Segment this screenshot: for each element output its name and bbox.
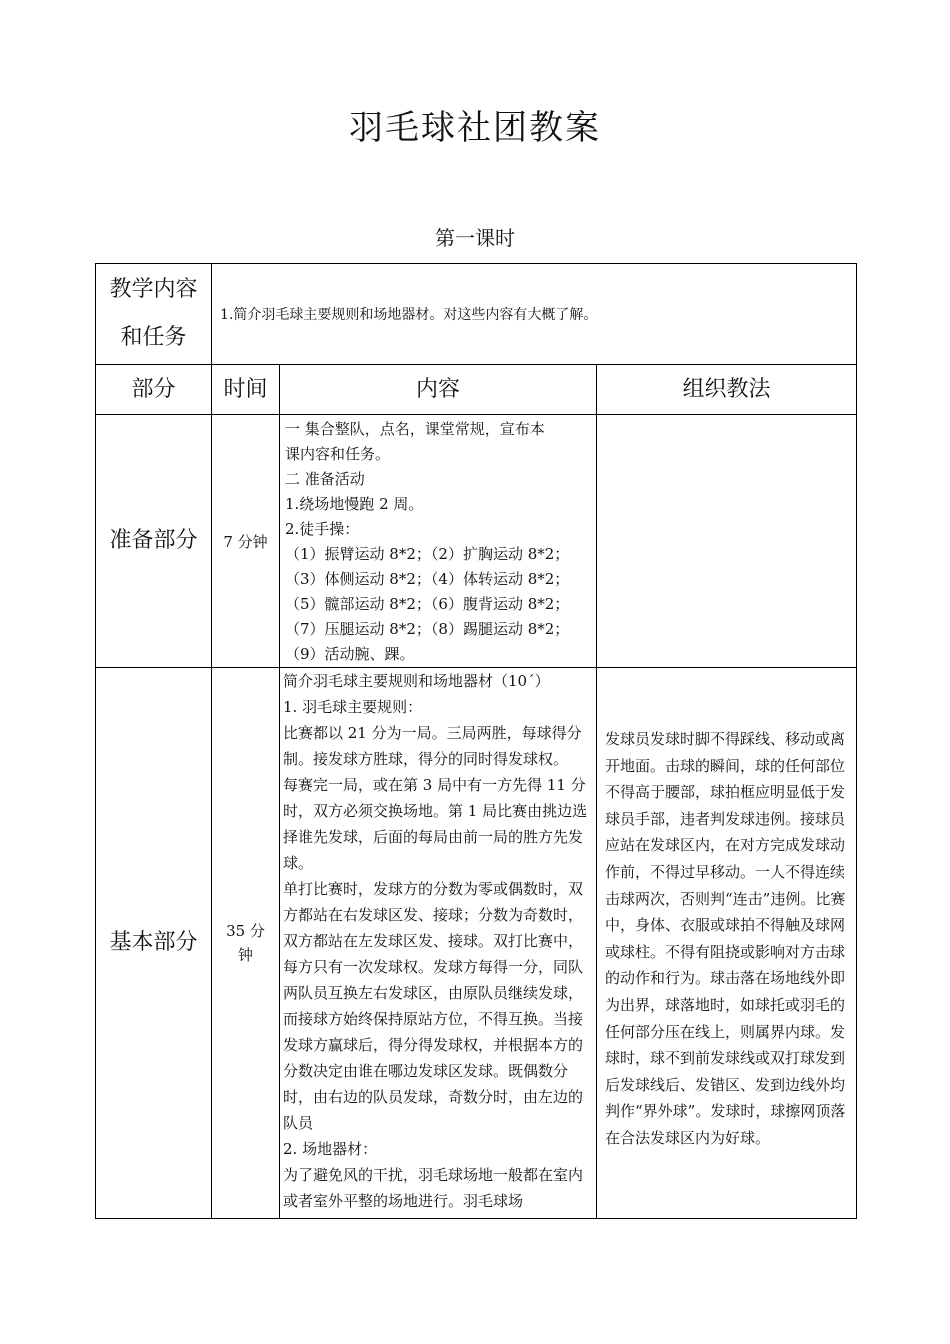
prep-line: 课内容和任务。 (285, 445, 391, 463)
header-time: 时间 (212, 365, 280, 415)
header-method: 组织教法 (597, 365, 857, 415)
task-row (96, 264, 857, 365)
lesson-subtitle: 第一课时 (435, 226, 515, 250)
basic-paragraph: 单打比赛时，发球方的分数为零或偶数时，双方都站在右发球区发、接球；分数为奇数时，双方都站在左发球区发、接球。双打比赛中，每方只有一次发球权。发球方每得一分，同队两队员互换左右发球区，由原队员继续发球，而接球方始终保持原站方位，不得互换。当接发球方赢球后，得分得发球权，并根据本方的分数决定由谁在哪边发球区发球。既偶数分时，由右边的队员发球，奇数分时，由左边的队员 (283, 880, 584, 1132)
prep-line: （5）髋部运动 8*2；（6）腹背运动 8*2； (285, 595, 570, 613)
basic-paragraph: 比赛都以 21 分为一局。三局两胜，每球得分制。接发球方胜球，得分的同时得发球权。 (283, 724, 582, 768)
document-title: 羽毛球社团教案 (349, 108, 601, 148)
prep-row (96, 415, 857, 668)
task-label-line2: 和任务 (120, 325, 187, 350)
prep-part: 准备部分 (96, 415, 212, 668)
prep-line: （9）活动腕、踝。 (285, 645, 415, 663)
header-content: 内容 (280, 365, 597, 415)
basic-row (96, 668, 857, 1219)
header-part: 部分 (96, 365, 212, 415)
task-label-cell (96, 264, 212, 365)
prep-line: 二 准备活动 (285, 470, 365, 488)
basic-part: 基本部分 (96, 668, 212, 1219)
basic-method: 发球员发球时脚不得踩线、移动或离开地面。击球的瞬间，球的任何部位不得高于腰部，球拍框应明显低于发球员手部，违者判发球违例。接球员应站在发球区内，在对方完成发球动作前，不得过早移动。一人不得连续击球两次，否则判“连击”违例。比赛中，身体、衣服或球拍不得触及球网或球柱。不得有阻挠或影响对方击球的动作和行为。球击落在场地线外即为出界，球落地时，如球托或羽毛的任何部分压在线上，则属界内球。发球时，球不到前发球线或双打球发到后发球线后、发错区、发到边线外均判作“界外球”。发球时，球擦网顶落在合法发球区内为好球。 (597, 668, 857, 1219)
basic-paragraph: 简介羽毛球主要规则和场地器材（10´） (283, 672, 550, 690)
basic-paragraph: 2. 场地器材： (283, 1140, 378, 1158)
prep-line: 2.徒手操： (285, 520, 360, 538)
basic-time-line2: 钟 (237, 946, 253, 964)
prep-content (280, 415, 597, 668)
lesson-plan-table (95, 263, 857, 1219)
basic-time-line1: 35 分 (226, 922, 265, 940)
prep-method (597, 415, 857, 668)
prep-line: 一 集合整队，点名，课堂常规，宣布本 (285, 420, 545, 438)
task-label-line1: 教学内容 (109, 277, 198, 302)
prep-line: （1）振臂运动 8*2；（2）扩胸运动 8*2； (285, 545, 570, 563)
header-row (96, 365, 857, 415)
basic-time (212, 668, 280, 1219)
prep-line: （7）压腿运动 8*2；（8）踢腿运动 8*2； (285, 620, 570, 638)
prep-time: 7 分钟 (212, 415, 280, 668)
prep-line: （3）体侧运动 8*2；（4）体转运动 8*2； (285, 570, 570, 588)
basic-content (280, 668, 597, 1219)
task-text: 1.简介羽毛球主要规则和场地器材。对这些内容有大概了解。 (212, 264, 857, 365)
basic-paragraph: 每赛完一局，或在第 3 局中有一方先得 11 分时，双方必须交换场地。第 1 局比赛由挑边选择谁先发球，后面的每局由前一局的胜方先发球。 (283, 776, 588, 872)
basic-paragraph: 为了避免风的干扰，羽毛球场地一般都在室内或者室外平整的场地进行。羽毛球场 (283, 1166, 584, 1210)
prep-line: 1.绕场地慢跑 2 周。 (285, 495, 424, 513)
basic-paragraph: 1. 羽毛球主要规则： (283, 698, 423, 716)
